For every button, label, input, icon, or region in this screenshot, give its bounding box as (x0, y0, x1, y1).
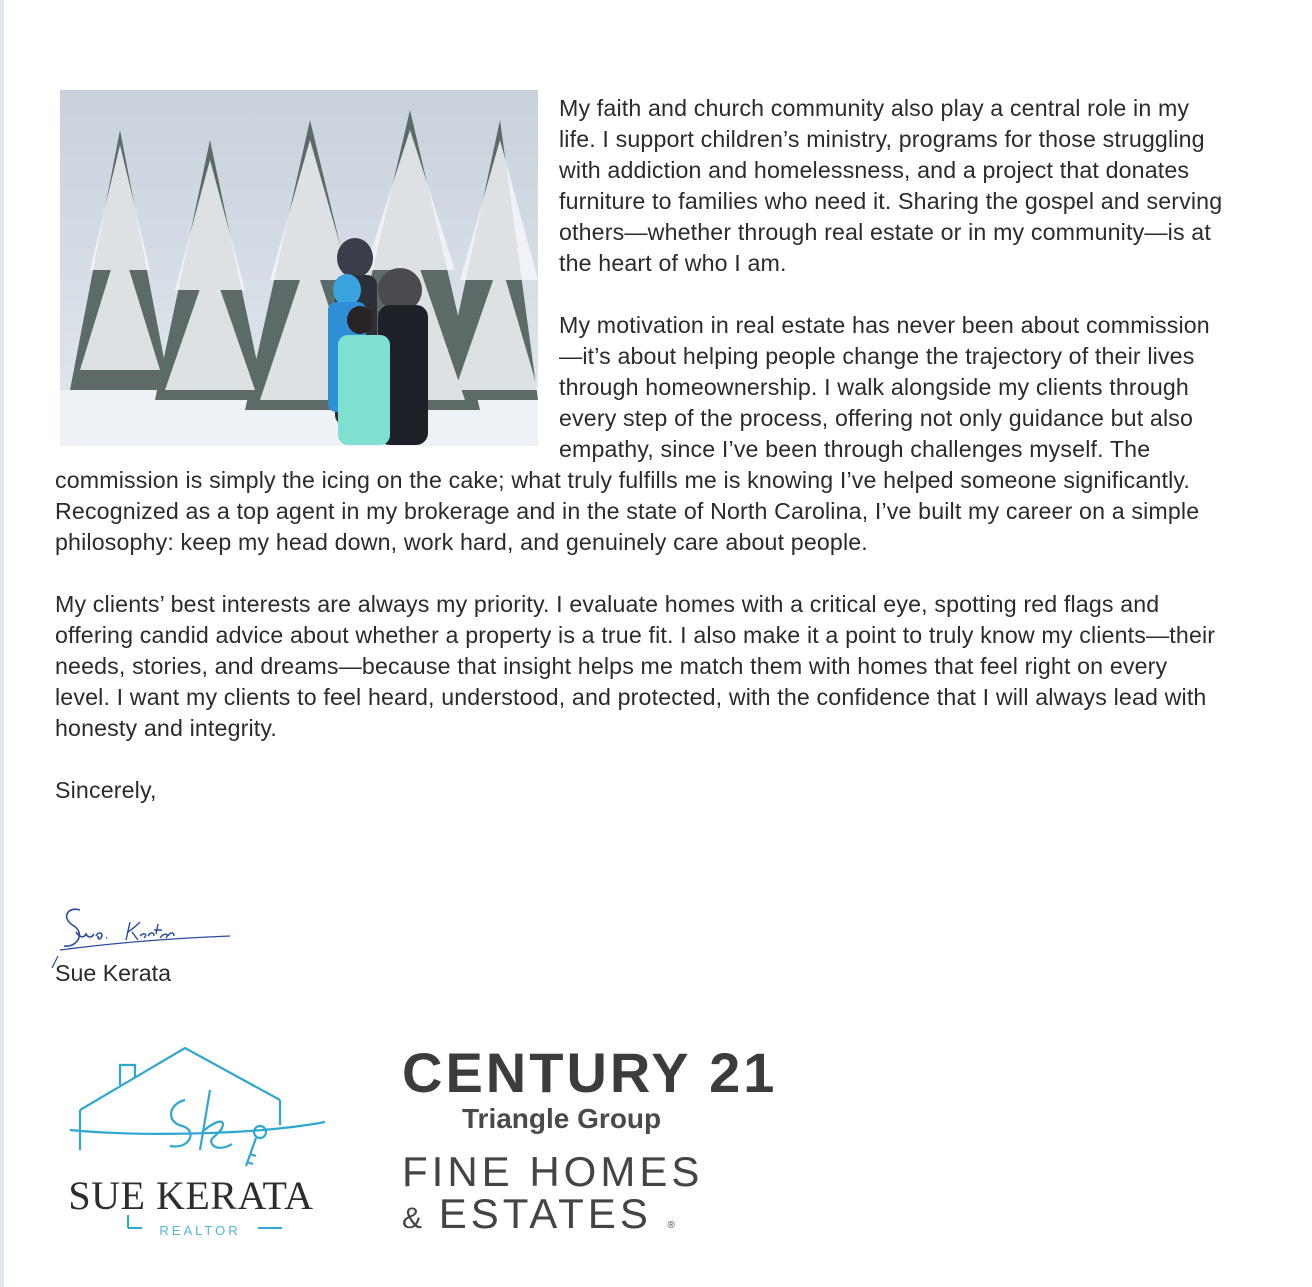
fine-homes-label: FINE HOMES (402, 1148, 704, 1195)
letter-paragraph-3: My clients’ best interests are always my priority. I evaluate homes with a critical eye, spotting red flags and offering candid advice about whether a property is a true fit. I also make it a point to truly know my clients—their needs, stories, and dreams—because that insight helps me match them with homes that feel right on every level. I want my clients to feel heard, understood, and protected, with the confidence that I will always lead with honesty and integrity. (55, 591, 1216, 741)
page-left-border (0, 0, 4, 1287)
snowy-trees-family-image (60, 90, 538, 446)
sue-kerata-logo-name: SUE KERATA (68, 1173, 314, 1218)
century-21-brand: CENTURY 21 (402, 1041, 778, 1104)
ampersand: & (402, 1202, 424, 1235)
letter-paragraph-2: My motivation in real estate has never been about commission—it’s about helping people change the trajectory of their lives through homeownership. I walk alongside my clients through every step of the process, offering not only guidance but also empathy, since I’ve been through challenges myself. The commission is simply the icing on the cake; what truly fulfills me is knowing I’ve helped someone significantly. Recognized as a top agent in my brokerage and in the state of North Carolina, I’ve built my career on a simple philosophy: keep my head down, work hard, and genuinely care about people. (55, 312, 1210, 555)
letter-body (55, 90, 1225, 806)
registered-mark: ® (667, 1220, 675, 1231)
triangle-group-label: Triangle Group (462, 1103, 662, 1134)
estates-word: ESTATES (438, 1190, 652, 1237)
realtor-title: REALTOR (159, 1223, 241, 1238)
estates-label (402, 1190, 675, 1238)
letter-paragraph-1: My faith and church community also play a central role in my life. I support children’s ministry, programs for those struggling with addiction and homelessness, and a project that donates furniture to families who need it. Sharing the gospel and serving others—whether through real estate or in my community—is at the heart of who I am. (559, 95, 1223, 276)
letter-closing: Sincerely, (55, 777, 157, 803)
signer-name: Sue Kerata (55, 960, 172, 986)
family-photo (60, 90, 538, 446)
